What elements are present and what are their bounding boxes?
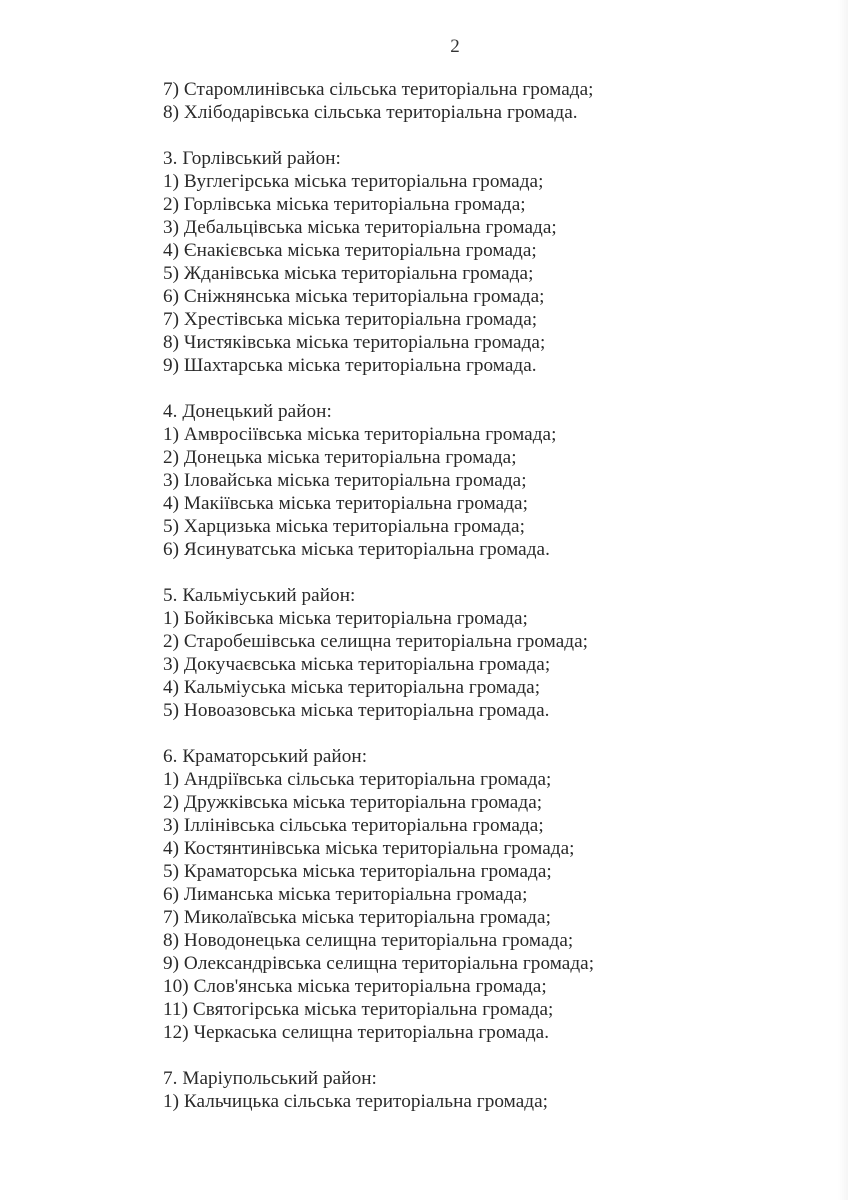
list-item: 1) Кальчицька сільська територіальна громада; <box>163 1091 549 1112</box>
section-title: 5. Кальміуський район: <box>163 585 356 606</box>
list-item: 1) Андріївська сільська територіальна громада; <box>163 769 552 790</box>
continuation-list <box>163 78 803 124</box>
list-item: 8) Хлібодарівська сільська територіальна громада. <box>163 102 578 123</box>
list-item: 7) Миколаївська міська територіальна громада; <box>163 907 551 928</box>
list-item: 12) Черкаська селищна територіальна громада. <box>163 1022 550 1043</box>
district-section-kramatorskyi <box>163 745 803 1044</box>
list-item: 6) Лиманська міська територіальна громада; <box>163 884 528 905</box>
list-item: 3) Докучаєвська міська територіальна громада; <box>163 654 551 675</box>
section-title: 6. Краматорський район: <box>163 746 368 767</box>
list-item: 4) Кальміуська міська територіальна громада; <box>163 677 541 698</box>
section-title: 3. Горлівський район: <box>163 148 341 169</box>
list-item: 8) Новодонецька селищна територіальна громада; <box>163 930 574 951</box>
list-item: 7) Старомлинівська сільська територіальна громада; <box>163 79 594 100</box>
list-item: 11) Святогірська міська територіальна громада; <box>163 999 554 1020</box>
list-item: 6) Сніжнянська міська територіальна громада; <box>163 286 545 307</box>
list-item: 2) Старобешівська селищна територіальна громада; <box>163 631 589 652</box>
list-item: 7) Хрестівська міська територіальна громада; <box>163 309 538 330</box>
list-item: 1) Амвросіївська міська територіальна громада; <box>163 424 557 445</box>
list-item: 2) Донецька міська територіальна громада; <box>163 447 517 468</box>
list-item: 1) Вуглегірська міська територіальна громада; <box>163 171 544 192</box>
list-item: 4) Макіївська міська територіальна громада; <box>163 493 528 514</box>
list-item: 5) Жданівська міська територіальна громада; <box>163 263 534 284</box>
list-item: 5) Новоазовська міська територіальна громада. <box>163 700 550 721</box>
page-number: 2 <box>450 36 460 57</box>
list-item: 4) Костянтинівська міська територіальна громада; <box>163 838 575 859</box>
list-item: 3) Іллінівська сільська територіальна громада; <box>163 815 544 836</box>
section-title: 4. Донецький район: <box>163 401 332 422</box>
section-title: 7. Маріупольський район: <box>163 1068 377 1089</box>
district-section-donetskyi <box>163 400 803 561</box>
list-item: 6) Ясинуватська міська територіальна громада. <box>163 539 550 560</box>
list-item: 2) Горлівська міська територіальна громада; <box>163 194 526 215</box>
list-item: 9) Олександрівська селищна територіальна громада; <box>163 953 595 974</box>
list-item: 3) Дебальцівська міська територіальна громада; <box>163 217 557 238</box>
list-item: 9) Шахтарська міська територіальна громада. <box>163 355 537 376</box>
list-item: 2) Дружківська міська територіальна громада; <box>163 792 543 813</box>
list-item: 3) Іловайська міська територіальна громада; <box>163 470 527 491</box>
page-edge-shadow <box>838 0 848 1200</box>
list-item: 1) Бойківська міська територіальна громада; <box>163 608 528 629</box>
document-body <box>163 78 803 1113</box>
district-section-mariupolskyi <box>163 1067 803 1113</box>
list-item: 5) Харцизька міська територіальна громада; <box>163 516 525 537</box>
district-section-horlivskyi <box>163 147 803 377</box>
list-item: 4) Єнакієвська міська територіальна громада; <box>163 240 537 261</box>
list-item: 10) Слов'янська міська територіальна громада; <box>163 976 547 997</box>
list-item: 5) Краматорська міська територіальна громада; <box>163 861 552 882</box>
district-section-kalmiuskyi <box>163 584 803 722</box>
list-item: 8) Чистяківська міська територіальна громада; <box>163 332 546 353</box>
